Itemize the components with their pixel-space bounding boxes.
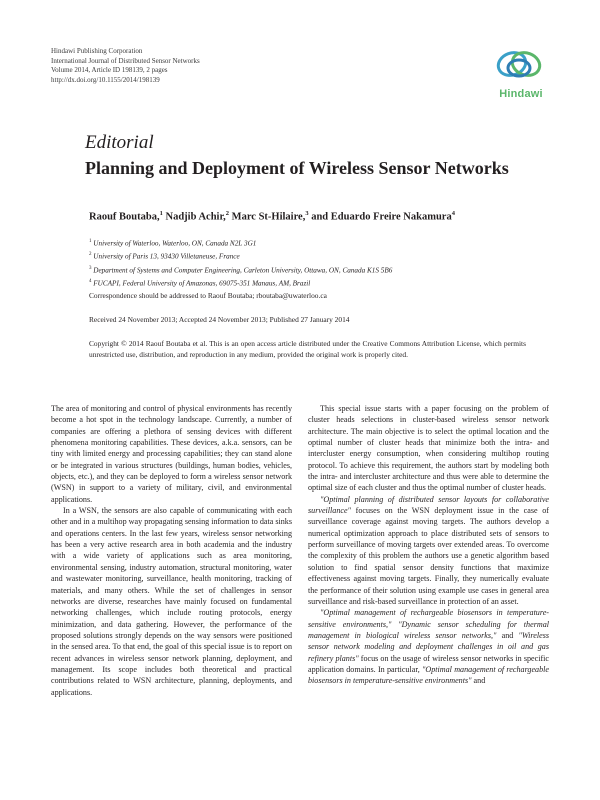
author-affiliation-marker: 1 [159,210,163,217]
paper-title-citation: "Optimal management of rechargeable biosensors in temperature-sensitive environments," [308,608,549,629]
author-list [89,210,455,223]
paper-title-citation: "Wireless sensor network modeling and deployment challenges in oil and gas refinery plants" [308,630,550,663]
body-paragraph: The area of monitoring and control of physical environments has recently become a hot spot in the technology landscape. Currently, a number of companies are offering a plethora of sensing devices with different phenomena monitoring capabilities. These devices, a.k.a. sensors, can be tiny with limited energy and processing capabilities; they can stand alone or be integrated in various structures (buildings, human bodies, vehicles, objects, etc.), and they can be deployed to form a wireless sensor network (WSN) in support to a variety of military, civil, and environmental applications. [51,404,292,504]
affiliation-text: Department of Systems and Computer Engineering, Carleton University, Ottawa, ON, Canada K1S 5B6 [93,266,393,275]
affiliation-item [89,263,392,276]
paragraph-text: and [471,676,486,686]
publisher-name: Hindawi Publishing Corporation [51,47,143,55]
affiliation-text: University of Paris 13, 93430 Villetaneuse, France [93,252,240,261]
body-paragraph: This special issue starts with a paper focusing on the problem of cluster heads selections in cluster-based wireless sensor network architecture. The main objective is to select the optimal location and the optimal number of cluster heads that minimize both the intra- and intercluster energy consumption, when considering multihop routing protocol. To achieve this requirement, the authors start by modeling both the intra- and intercluster architecture and thus were able to determine the optimal size of each cluster and thus the optimal number of cluster heads. [308,404,549,493]
body-paragraph [308,494,549,607]
logo-wordmark: Hindawi [499,88,543,100]
paragraph-text: focuses on the WSN deployment issue in the case of surveillance coverage against moving targets. The authors develop a numerical optimization approach to place distributed sets of sensors to perform surveillance of moving targets over extended areas. To overcome the complexity of this problem the authors use a genetic algorithm based solution to find spatial sensor density functions that maximize effectiveness against moving targets. Finally, they numerically evaluate the performance of their solution using example use cases in general area surveillance and risk-based surveillance in protection of an asset. [308,506,549,606]
correspondence-note: Correspondence should be addressed to Raouf Boutaba; rboutaba@uwaterloo.ca [89,291,327,300]
affiliation-item [89,276,392,289]
affiliation-number: 1 [89,239,92,244]
affiliation-item [89,249,392,262]
paper-title-citation: "Optimal planning of distributed sensor layouts for collaborative surveillance" [308,494,549,516]
affiliation-number: 4 [89,279,92,285]
affiliation-text: University of Waterloo, Waterloo, ON, Canada N2L 3G1 [93,239,257,248]
body-column-right [308,403,549,687]
paragraph-text: and [496,630,519,640]
article-title: Planning and Deployment of Wireless Sensor Networks [85,158,509,178]
affiliation-list [89,236,392,290]
author-affiliation-marker: 3 [305,210,309,217]
paragraph-text: focus on the usage of wireless sensor networks in specific application domains. In particular, [308,653,549,674]
affiliation-item [89,236,392,249]
author-name: Raouf Boutaba, [89,211,160,223]
body-column-left [51,403,292,698]
section-label: Editorial [85,132,154,153]
paper-title-citation: "Optimal management of rechargeable biosensors in temperature-sensitive environments" [308,664,549,686]
author-name: Nadjib Achir, [165,211,226,223]
doi-link[interactable]: http://dx.doi.org/10.1155/2014/198139 [51,75,160,84]
author-name: Marc St-Hilaire, [231,211,306,223]
author-name: and Eduardo Freire Nakamura [311,211,452,223]
publication-dates: Received 24 November 2013; Accepted 24 November 2013; Published 27 January 2014 [89,315,350,324]
copyright-notice: Copyright © 2014 Raouf Boutaba et al. This is an open access article distributed under the Creative Commons Attribution License, which permits unrestricted use, distribution, and reproduction in any medium, provided the original work is properly cited. [89,339,526,359]
body-paragraph [308,607,549,686]
affiliation-number: 2 [89,252,92,258]
journal-name: International Journal of Distributed Sensor Networks [51,56,200,65]
author-affiliation-marker: 4 [451,210,455,217]
author-affiliation-marker: 2 [225,210,230,217]
affiliation-number: 3 [89,265,92,271]
body-paragraph: In a WSN, the sensors are also capable of communicating with each other and in a multihop way propagating sensing information to data sinks and operations centers. In the last few years, wireless sensor networking has been a very active research area in both academia and the industry with a wide variety of applications such as area monitoring, environmental sensing, industry automation, structural monitoring, water and wastewater monitoring, surveillance, health monitoring, tracking of materials, and many others. While the set of challenges in sensor networks are diverse, researches have mainly focused on fundamental networking challenges, which include routing protocols, energy minimization, and data gathering. However, the performance of the proposed solutions strongly depends on the way sensors were positioned in the sensed area. To that end, the goal of this special issue is to report on recent advances in wireless sensor network planning, deployment, and management. Its scope includes both theoretical and practical contributions related to WSN architecture, planning, deployments, and applications. [51,506,292,697]
affiliation-text: FUCAPI, Federal University of Amazonas, 69075-351 Manaus, AM, Brazil [93,279,311,288]
paper-title-citation: "Dynamic sensor scheduling for thermal management in biological wireless sensor networks," [308,619,549,640]
journal-header [51,47,200,85]
volume-info: Volume 2014, Article ID 198139, 2 pages [51,66,168,75]
